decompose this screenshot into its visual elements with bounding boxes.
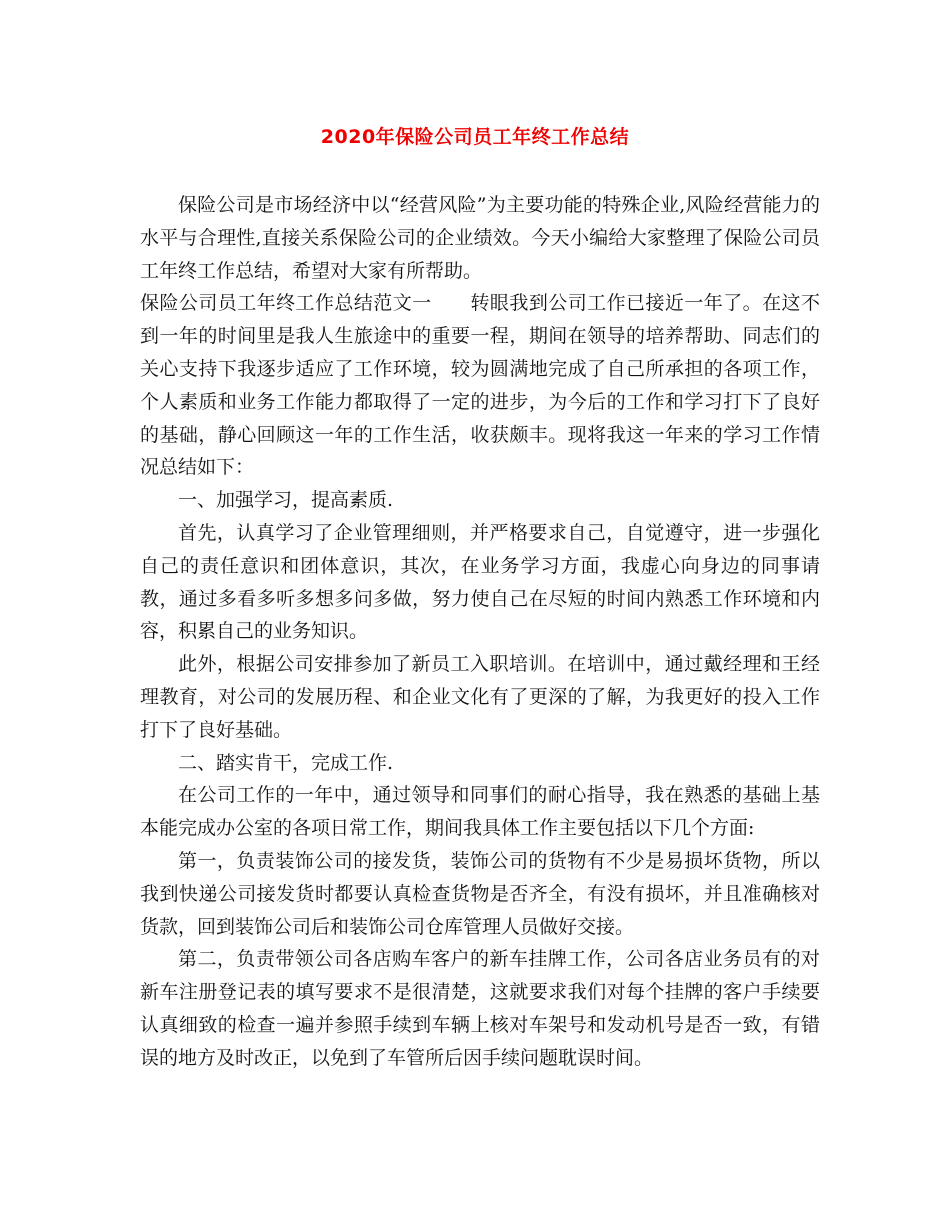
paragraph-training: 此外，根据公司安排参加了新员工入职培训。在培训中，通过戴经理和王经理教育，对公司的发展历程、和企业文化有了更深的了解，为我更好的投入工作打下了良好基础。 [140,653,820,741]
paragraph-intro: 保险公司是市场经济中以“经营风险”为主要功能的特殊企业,风险经营能力的水平与合理性,直接关系保险公司的企业绩效。今天小编给大家整理了保险公司员工年终工作总结，希望对大家有所帮助。 [140,194,820,282]
section-heading-study: 一、加强学习，提高素质. [178,489,394,512]
section-heading-work: 二、踏实肯干，完成工作. [178,751,394,774]
paragraph-study-first: 首先，认真学习了企业管理细则，并严格要求自己，自觉遵守，进一步强化自己的责任意识和团体意识，其次，在业务学习方面，我虚心向身边的同事请教，通过多看多听多想多问多做，努力使自己在尽短的时间内熟悉工作环境和内容，积累自己的业务知识。 [140,521,820,643]
paragraph-work-second: 第二，负责带领公司各店购车客户的新车挂牌工作，公司各店业务员有的对新车注册登记表的填写要求不是很清楚，这就要求我们对每个挂牌的客户手续要认真细致的检查一遍并参照手续到车辆上核对车架号和发动机号是否一致，有错误的地方及时改正，以免到了车管所后因手续问题耽误时间。 [140,948,820,1069]
paragraph-sample-one: 保险公司员工年终工作总结范文一 转眼我到公司工作已接近一年了。在这不到一年的时间里是我人生旅途中的重要一程，期间在领导的培养帮助、同志们的关心支持下我逐步适应了工作环境，较为圆满地完成了自己所承担的各项工作，个人素质和业务工作能力都取得了一定的进步，为今后的工作和学习打下了良好的基础，静心回顾这一年的工作生活，收获颇丰。现将我这一年来的学习工作情况总结如下： [140,292,820,479]
paragraph-work-overview: 在公司工作的一年中，通过领导和同事们的耐心指导，我在熟悉的基础上基本能完成办公室的各项日常工作，期间我具体工作主要包括以下几个方面: [140,784,820,840]
document-title: 2020年保险公司员工年终工作总结 [320,126,630,148]
paragraph-work-first: 第一，负责装饰公司的接发货，装饰公司的货物有不少是易损坏货物，所以我到快递公司接发货时都要认真检查货物是否齐全，有没有损坏，并且准确核对货款，回到装饰公司后和装饰公司仓库管理人员做好交接。 [140,849,820,938]
document-body [140,189,820,1075]
